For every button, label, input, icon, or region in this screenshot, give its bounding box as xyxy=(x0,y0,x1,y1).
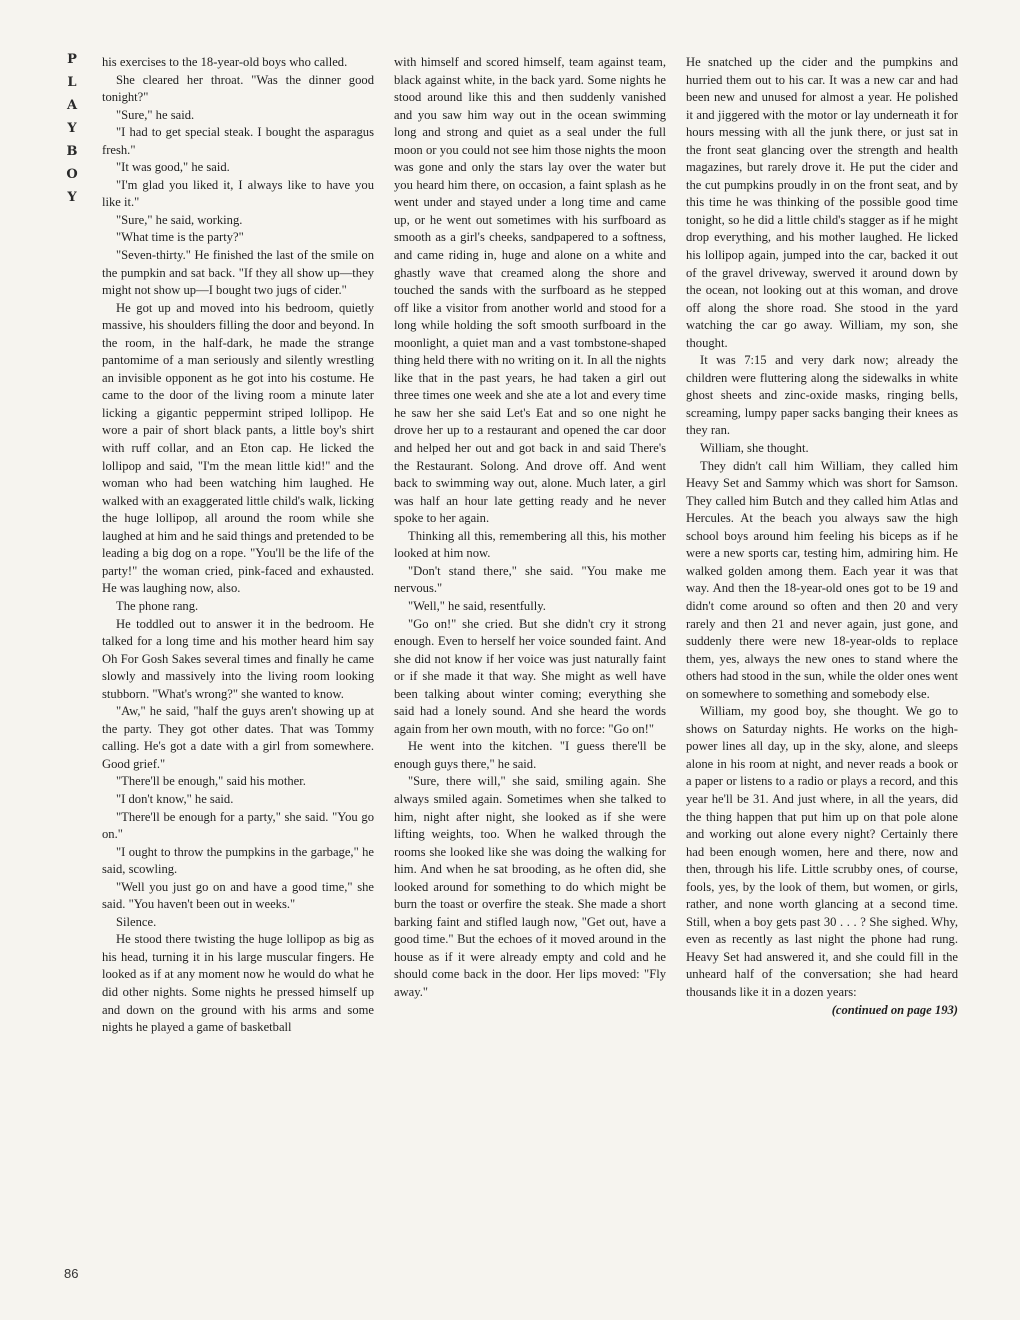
masthead-letter: Y xyxy=(67,190,77,205)
paragraph: "Don't stand there," she said. "You make me nervous." xyxy=(394,563,666,596)
paragraph: "Seven-thirty." He finished the last of the smile on the pumpkin and sat back. "If they all show up—they might not show up—I bought two jugs of cider." xyxy=(102,248,374,298)
text-column-2 xyxy=(394,54,666,1002)
paragraph: Silence. xyxy=(116,914,157,929)
paragraph: She cleared her throat. "Was the dinner good tonight?" xyxy=(102,72,374,105)
continued-note: (continued on page 193) xyxy=(831,1002,958,1017)
paragraph: He stood there twisting the huge lollipop as big as his head, turning it in his large muscular fingers. He looked as if at any moment now he would do what he did other nights. Some nights he pressed himself up and down on the ground with his arms and some nights he played a game of basketball xyxy=(102,932,374,1035)
paragraph: They didn't call him William, they called him Heavy Set and Sammy which was short for Samson. They called him Butch and they called him Atlas and Hercules. At the beach you always saw the high school boys around him feeling his biceps as if he were a new sports car, testing him, admiring him. He walked golden among them. Each year it was that way. And then the 18-year-old ones got to be 19 and didn't come around so often and then 20 and very rarely and then 21 and never again, just gone, and suddenly there were new 18-year-olds to replace them, yes, always the new ones to stand where the others had stood in the sun, while the older ones went on somewhere to something and somebody else. xyxy=(686,458,958,701)
paragraph: "I'm glad you liked it, I always like to have you like it." xyxy=(102,177,374,210)
masthead-letter: A xyxy=(66,98,78,113)
page-number: 86 xyxy=(64,1266,79,1281)
masthead-letter: L xyxy=(67,75,77,90)
paragraph: "Well you just go on and have a good time," she said. "You haven't been out in weeks." xyxy=(102,879,374,912)
paragraph: "What time is the party?" xyxy=(116,230,244,245)
paragraph: "It was good," he said. xyxy=(116,160,230,175)
paragraph: his exercises to the 18-year-old boys who called. xyxy=(102,55,348,69)
paragraph: "There'll be enough," said his mother. xyxy=(116,774,306,789)
paragraph: with himself and scored himself, team against team, black against white, in the back yard. Some nights he stood around like this and then suddenly vanished and you saw him way out in the ocean swimming long and strong and quiet as a seal under the full moon or you could not see him those nights the moon was gone and only the stars lay over the water but you heard him there, on occasion, a faint splash as he went under and stayed under a long time and came up, or he went out sometimes with his surfboard as smooth as a girl's cheeks, sandpapered to a softness, and came riding in, huge and alone on a white and ghastly wave that creamed along the shore and touched the sands with the surfboard as he stepped off like a visitor from another world and stood for a long while holding the soft smooth surfboard in the moonlight, a quiet man and a vast tombstone-shaped thing held there with no writing on it. In all the nights like that in the past years, he had taken a girl out three times one week and she ate a lot and every time he saw her she said Let's Eat and so one night he drove her up to a restaurant and opened the car door and helped her out and got back in and said There's the Restaurant. Solong. And drove off. And went back to swimming way out, alone. Much later, a girl was half an hour late getting ready and he never spoke to her again. xyxy=(394,55,666,526)
paragraph: "I don't know," he said. xyxy=(116,791,234,806)
masthead-letter: Y xyxy=(67,121,77,136)
text-column-1 xyxy=(102,54,374,1037)
text-column-3 xyxy=(686,54,958,1019)
masthead-letter: P xyxy=(67,52,77,67)
paragraph: William, she thought. xyxy=(700,441,809,456)
masthead-letter: O xyxy=(66,167,78,182)
paragraph: William, my good boy, she thought. We go to shows on Saturday nights. He works on the high-power lines all day, up in the sky, alone, and sleeps alone in his room at night, and never reads a book or a paper or listens to a radio or plays a record, and this year he'll be 31. And just where, in all the years, did the thing happen that put him up on that pole alone and working out alone every night? Certainly there had been enough women, here and there, now and then, through his life. Little scrubby ones, of course, fools, yes, by the look of them, but women, or girls, rather, and none worth glancing at a second time. Still, when a boy gets past 30 . . . ? She sighed. Why, even as recently as last night the phone had rung. Heavy Set had answered it, and she could fill in the unheard half of the conversation; she had heard thousands like it in a dozen years: xyxy=(686,704,958,999)
paragraph: "Aw," he said, "half the guys aren't showing up at the party. They got other dates. That was Tommy calling. He's got a date with a girl from somewhere. Good grief." xyxy=(102,704,374,771)
paragraph: Thinking all this, remembering all this, his mother looked at him now. xyxy=(394,528,666,561)
paragraph: "I had to get special steak. I bought the asparagus fresh." xyxy=(102,125,374,157)
masthead-letter: B xyxy=(66,144,78,159)
paragraph: He went into the kitchen. "I guess there'll be enough guys there," he said. xyxy=(394,739,666,771)
paragraph: "There'll be enough for a party," she said. "You go on." xyxy=(102,809,374,842)
paragraph: He toddled out to answer it in the bedroom. He talked for a long time and his mother heard him say Oh For Gosh Sakes several times and finally he came slowly and massively into the living room looking stubborn. "What's wrong?" she wanted to know. xyxy=(102,616,374,701)
masthead-playboy xyxy=(62,48,82,209)
paragraph: "I ought to throw the pumpkins in the garbage," he said, scowling. xyxy=(102,844,374,877)
paragraph: He got up and moved into his bedroom, quietly massive, his shoulders filling the door and beyond. In the room, in the half-dark, he made the strange pantomime of a man seriously and silently wrestling an invisible opponent as he got into his costume. He came to the door of the living room a minute later licking a gigantic peppermint striped lollipop. He wore a pair of short black pants, a little boy's shirt with ruff collar, and an Eton cap. He licked the lollipop and said, "I'm the mean little kid!" and the woman who had been watching him laughed. He walked with an exaggerated little child's walk, licking the huge lollipop, all around the room while she laughed at him and he said things and pretended to be leading a big dog on a rope. "You'll be the life of the party!" the woman cried, pink-faced and exhausted. He was laughing now, also. xyxy=(102,300,374,596)
paragraph: He snatched up the cider and the pumpkins and hurried them out to his car. It was a new car and had been new and unused for almost a year. He polished it and jiggered with the motor or lay underneath it for hours messing with all the junk there, or just sat in the front seat glancing over the strength and health magazines, but rarely drove it. He put the cider and the cut pumpkins proudly in on the front seat, and by this time he was thinking of the possible good time tonight, so he did a little child's stagger as if he might drop everything, and his mother laughed. He licked his lollipop again, jumped into the car, backed it out of the gravel driveway, swerved it around down by the ocean, not looking out at this woman, and drove off along the shore road. She stood in the yard watching the car go away. William, my son, she thought. xyxy=(686,55,958,350)
paragraph: "Sure," he said, working. xyxy=(116,212,243,227)
paragraph: "Go on!" she cried. But she didn't cry it strong enough. Even to herself her voice sounded faint. And she did not know if her voice was just naturally faint or if she made it that way. She might as well have been talking about winter coming; everything she said had a lonely sound. And she heard the words again from her own mouth, with no force: "Go on!" xyxy=(394,616,666,736)
paragraph: The phone rang. xyxy=(116,598,199,613)
paragraph: It was 7:15 and very dark now; already the children were fluttering along the sidewalks in white ghost sheets and zinc-oxide masks, ringing bells, screaming, lumpy paper sacks banging their knees as they ran. xyxy=(686,353,958,438)
paragraph: "Sure," he said. xyxy=(116,107,195,122)
paragraph: "Sure, there will," she said, smiling again. She always smiled again. Sometimes when she talked to him, night after night, she looked as if she were lifting weights, too. When he walked through the rooms she looked like she was doing the walking for him. And when he sat brooding, as he often did, she looked around for something to do which might be burn the toast or overfire the steak. She made a short barking faint and stifled laugh now, "Get out, have a good time." But the echoes of it moved around in the house as if it were already empty and cold and he should come back in the door. Her lips moved: "Fly away." xyxy=(394,774,666,999)
paragraph: "Well," he said, resentfully. xyxy=(408,598,546,613)
